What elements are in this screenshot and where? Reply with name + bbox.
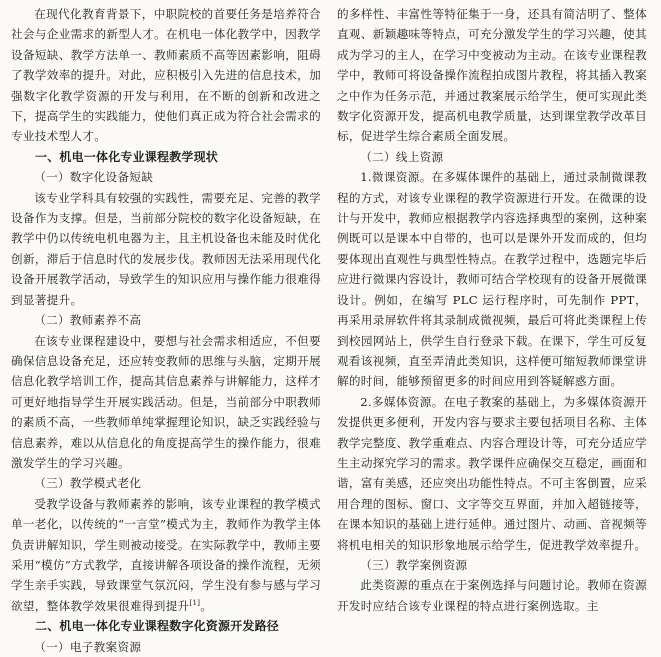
intro-paragraph: 在现代化教育背景下，中职院校的首要任务是培养符合社会与企业需求的新型人才。在机电一体化教学中，因教学设备短缺、教学方法单一、教师素质不高等因素影响，阻碍了教学效率的提升。对此，应积极引入先进的信息技术，加强数字化教学资源的开发与利用，在不断的创新和改进之下，提高学生的实践能力，使他们真正成为符合社会需求的专业技术型人才。 bbox=[11, 7, 321, 144]
subsection-heading-digital-equipment: （一）数字化设备短缺 bbox=[34, 170, 154, 185]
section-heading-2: 二、机电一体化专业课程数字化资源开发路径 bbox=[35, 619, 280, 634]
subsection-heading-teaching-mode: （三）教学模式老化 bbox=[34, 476, 142, 491]
paragraph-case-resources: 此类资源的重点在于案例选择与问题讨论。教师在资源开发时应结合该专业课程的特点进行案例选取。主 bbox=[337, 578, 647, 613]
left-column bbox=[11, 4, 321, 657]
subsection-heading-teacher-quality: （二）教师素养不高 bbox=[34, 313, 142, 328]
teaching-mode-text: 受教学设备与教师素养的影响，该专业课程的教学模式单一老化，以传统的“一言堂”模式为主，教师作为教学主体负责讲解知识，学生则被动接受。在实际教学中，教师主要采用“模仿”方式教学，直接讲解各项设备的操作流程，无须学生亲手实践，导致课堂气氛沉闷，学生没有参与感与学习欲望，整体教学效果很难得到提升 bbox=[11, 496, 321, 613]
paragraph-multimedia: 2.多媒体资源。在电子教案的基础上，为多媒体资源开发提供更多便利，开发内容与要求主要包括项目名称、主体教学完整度、教学重难点、内容合理设计等，可充分适应学生主动探究学习的需求。教学课件应确保交互稳定，画面和谐，富有美感，还应突出功能性特点。不可主客倒置，应采用合理的图标、窗口、文字等交互界面，并加入超链接等，在课本知识的基础上进行延伸。通过图片、动画、音视频等将机电相关的知识形象地展示给学生，促进教学效率提升。 bbox=[337, 394, 647, 552]
subsection-heading-case-resources: （三）教学案例资源 bbox=[360, 557, 468, 572]
citation-ref: [1] bbox=[189, 598, 201, 607]
subsection-heading-electronic-lesson: （一）电子教案资源 bbox=[34, 639, 142, 654]
teaching-mode-end: 。 bbox=[200, 598, 213, 613]
paragraph-electronic-lesson-cont: 的多样性、丰富性等特征集于一身，还具有简洁明了、整体直观、新颖趣味等特点，可充分激发学生的学习兴趣，使其成为学习的主人，在学习中变被动为主动。在该专业课程教学中，教师可将设备操作流程拍成图片教程，将其插入教案之中作为任务示范，并通过教案展示给学生，便可实现此类数字化资源开发，提高机电教学质量，达到课堂教学改革目标，促进学生综合素质全面发展。 bbox=[337, 7, 647, 144]
subsection-heading-online-resources: （二）线上资源 bbox=[360, 149, 444, 164]
paragraph-teaching-mode bbox=[11, 494, 321, 616]
paragraph-digital-equipment: 该专业学科具有较强的实践性，需要充足、完善的教学设备作为支撑。但是，当前部分院校的数字化设备短缺，在教学中仍以传统电机电器为主，且主机设备也未能及时优化创新，滞后于信息时代的发展步伐。教师因无法采用现代化设备开展教学活动，导致学生的知识应用与操作能力很难得到显著提升。 bbox=[11, 190, 321, 307]
section-heading-1: 一、机电一体化专业课程教学现状 bbox=[35, 149, 219, 164]
paragraph-teacher-quality: 在该专业课程建设中，要想与社会需求相适应，不但要确保信息设备充足，还应转变教师的思维与头脑，定期开展信息化教学培训工作，提高其信息素养与讲解能力，这样才可更好地指导学生开展实践活动。但是，当前部分中职教师的素质不高，一些教师单纯掌握理论知识，缺乏实践经验与信息素养，难以从信息化的角度提高学生的操作能力，很难激发学生的学习兴趣。 bbox=[11, 333, 321, 470]
paragraph-micro-course: 1.微课资源。在多媒体课件的基础上，通过录制微课教程的方式，对该专业课程的教学资源进行开发。在微课的设计与开发中，教师应根据教学内容选择典型的案例，这种案例既可以是课本中自带的，也可以是课外开发而成的，但均要体现出直观性与典型性特点。在教学过程中，选题完毕后应进行微课内容设计，教师可结合学校现有的设备开展微课设计。例如，在编写 PLC 运行程序时，可先制作 PPT，再采用录屏软件将其录制成微视频，最后可将此类课程上传到校园网站上，供学生自行登录下载。在课下，学生可反复观看该视频，直至弄清此类知识，这样便可缩短教师课堂讲解的时间，能够预留更多的时间应用到答疑解惑方面。 bbox=[337, 170, 647, 389]
right-column bbox=[337, 4, 647, 616]
